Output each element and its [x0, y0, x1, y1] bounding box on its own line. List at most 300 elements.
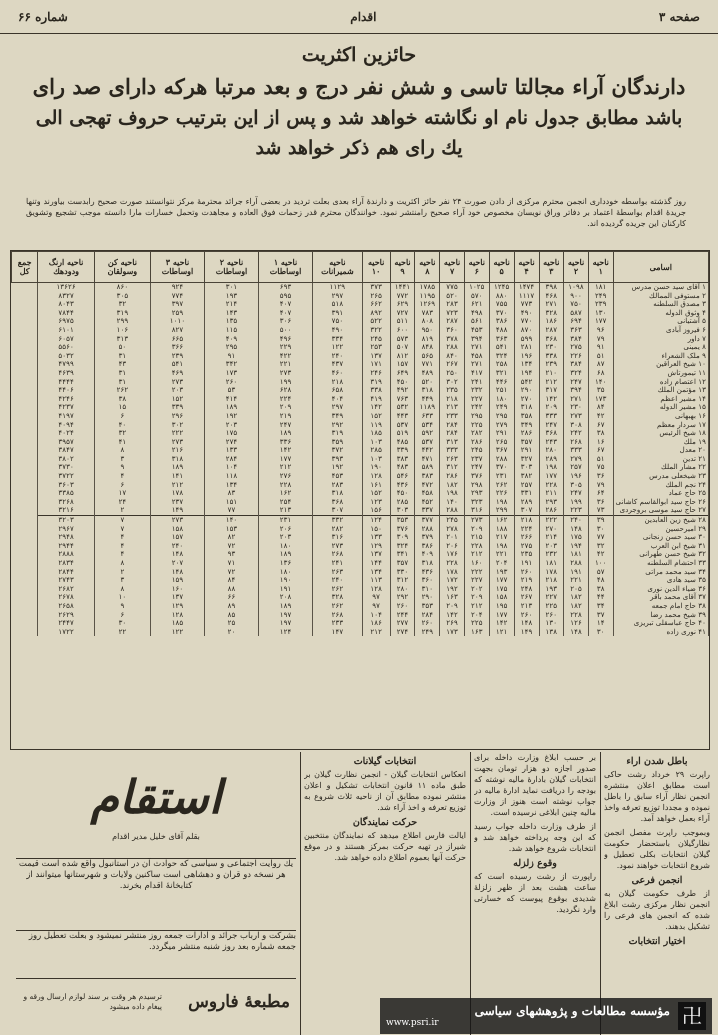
headline-block	[8, 36, 710, 194]
district-votes: ۳۵۷	[390, 559, 415, 568]
district-votes: ۳۰۲	[440, 378, 465, 387]
district-votes: ۸۳	[205, 489, 259, 498]
candidate-name: ۱۴ مشیر اعظم	[613, 395, 708, 404]
district-votes: ۳۰۵	[564, 481, 589, 490]
district-votes: ۲۳۳	[440, 412, 465, 421]
district-votes: ۴۰۷	[259, 309, 313, 318]
column-text: راپورت از رشت رسیده است که ساعت هشت بعد از ظهر زلزلهٔ شدیدی بوقوع پیوست که خسارتی وارد نگردید.	[474, 872, 596, 914]
column-text: راپرت ۲۹ خرداد رشت حاکی است مطابق اعلان منتشره انجمن نظار آراء سابق را باطل نموده و مجددا توزیع تعرفه واخذ آراء بعمل خواهد آمد.	[604, 770, 710, 823]
district-votes: ۲۲۵	[539, 602, 564, 611]
district-votes: ۱۸۰	[489, 395, 514, 404]
district-votes: ۳۰۶	[259, 317, 313, 326]
district-votes: ۳۹۷	[150, 300, 204, 309]
district-votes: ۴۴۶	[489, 378, 514, 387]
district-votes: ۲۲۷	[464, 576, 489, 585]
district-votes: ۲۸۶	[440, 472, 465, 481]
district-votes: ۲۸۹	[539, 455, 564, 464]
total-votes: ۳۸۴۷	[38, 446, 95, 455]
district-votes: ۱۴۰	[205, 516, 259, 525]
district-votes: ۱۱۵	[205, 326, 259, 335]
district-votes: ۷۸۳	[415, 309, 440, 318]
total-votes: ۳۸۰۲	[38, 455, 95, 464]
district-votes: ۳۰۱	[205, 283, 259, 292]
district-votes: ۲۳۰	[539, 343, 564, 352]
district-votes: ۳۳۰	[390, 568, 415, 577]
district-votes: ۳۱	[94, 369, 150, 378]
district-votes: ۲۰۴	[489, 559, 514, 568]
district-votes: ۲۳۵	[514, 550, 539, 559]
district-votes: ۵۰۰	[259, 326, 313, 335]
district-votes: ۲۶۷	[440, 360, 465, 369]
total-votes: ۶۱۰۱	[38, 326, 95, 335]
district-votes: ۴	[94, 533, 150, 542]
column-rule	[600, 752, 601, 1035]
district-votes: ۱۹۰	[259, 576, 313, 585]
district-votes: ۲۹۱	[489, 429, 514, 438]
district-votes: ۵۲۰	[415, 378, 440, 387]
district-votes: ۶	[94, 481, 150, 490]
district-votes: ۱۲۸	[362, 585, 390, 594]
district-votes: ۳۷۶	[464, 472, 489, 481]
district-votes: ۳۱۸	[150, 455, 204, 464]
district-votes: ۲۵۴	[259, 498, 313, 507]
candidate-name: ۲۹ امیرحسین	[613, 525, 708, 534]
district-votes: ۲۳۲	[539, 550, 564, 559]
district-votes: ۲۹۲	[390, 593, 415, 602]
table-row	[12, 628, 709, 637]
district-votes: ۳۷۷	[415, 516, 440, 525]
institute-emblem-icon: 卍	[678, 1002, 706, 1030]
candidate-name: ۶ فیروز آبادی	[613, 326, 708, 335]
district-votes: ۱۳۵	[205, 317, 259, 326]
column-heading: انجمن فرعی	[631, 875, 683, 886]
district-votes: ۱۵۸	[150, 525, 204, 534]
district-votes: ۲۲۵	[464, 421, 489, 430]
district-votes: ۲۴۷	[464, 463, 489, 472]
district-votes: ۲۷۳	[150, 438, 204, 447]
district-votes: ۲۴۰	[150, 542, 204, 551]
district-votes: ۱۵	[94, 403, 150, 412]
district-votes: ۲۳۹	[539, 360, 564, 369]
news-column-1	[604, 752, 710, 1035]
district-votes: ۱۳۳	[362, 533, 390, 542]
district-votes: ۲۹۵	[205, 343, 259, 352]
district-votes: ۴۰۹	[415, 550, 440, 559]
district-votes: ۱۱۹۵	[415, 292, 440, 301]
district-votes: ۳۵۷	[514, 438, 539, 447]
district-votes: ۲۸۸	[564, 559, 589, 568]
district-votes: ۴۵۸	[415, 489, 440, 498]
district-votes: ۳۶۰	[415, 576, 440, 585]
district-votes: ۳۶۷	[489, 446, 514, 455]
district-votes: ۱۹۹	[564, 498, 589, 507]
district-votes: ۱۵۰	[362, 525, 390, 534]
district-votes: ۱۸۹	[259, 429, 313, 438]
total-votes: ۲۹۴۴	[38, 542, 95, 551]
district-votes: ۸۹۲	[362, 309, 390, 318]
district-votes: ۲۱۲	[464, 602, 489, 611]
district-votes: ۴۱۴	[205, 395, 259, 404]
district-votes: ۱۲۸	[362, 472, 390, 481]
district-votes: ۲۴۷	[539, 421, 564, 430]
district-votes: ۱۱۸۹	[415, 403, 440, 412]
district-votes: ۲۲۸	[259, 481, 313, 490]
candidate-name: ۱۹ ملك	[613, 438, 708, 447]
district-votes: ۲۲۴	[514, 525, 539, 534]
district-votes: ۸۹	[205, 602, 259, 611]
district-votes: ۱۰۹۸	[564, 283, 589, 292]
district-votes: ۲۰۶	[259, 525, 313, 534]
district-votes: ۱۸۱	[539, 559, 564, 568]
column-text: بر حسب ابلاغ وزارت داخله برای صدور اجازه دو هزار تومان بجهت انتخابات گیلان بادارهٔ مالیه نوشته که بودجه را دریافت نماید ادارهٔ مالیه در جواب نوشته است هنوز از وزارت مالیه چنین ابلاغی نرسیده است.	[474, 753, 596, 817]
district-votes: ۳۰	[94, 619, 150, 628]
district-votes: ۳۲۱	[489, 369, 514, 378]
total-votes: ۵۰۳۲	[38, 352, 95, 361]
district-votes: ۸۰۸	[415, 317, 440, 326]
district-votes: ۳۳۶	[259, 438, 313, 447]
district-votes: ۲۴۷	[259, 421, 313, 430]
district-votes: ۲۶۸	[313, 611, 363, 620]
district-votes: ۳۷۹	[415, 533, 440, 542]
district-votes: ۲۶۵	[489, 438, 514, 447]
district-votes: ۸۷	[588, 360, 613, 369]
district-votes: ۲۸۳	[440, 300, 465, 309]
district-votes: ۱۵۱	[205, 498, 259, 507]
novel-advert	[16, 762, 296, 858]
district-votes: ۱۲۱	[489, 628, 514, 637]
district-votes: ۱۳۸	[539, 628, 564, 637]
district-votes: ۳۵	[588, 386, 613, 395]
district-votes: ۲۸۲	[464, 429, 489, 438]
district-votes: ۲۷۷	[390, 619, 415, 628]
district-votes: ۱۵۷	[150, 533, 204, 542]
district-votes: ۲۶۰	[514, 568, 539, 577]
district-votes: ۵۳۴	[415, 421, 440, 430]
district-votes: ۳۱۲	[390, 576, 415, 585]
district-votes: ۲۶۳	[313, 568, 363, 577]
district-votes: ۳۰	[588, 628, 613, 637]
table-body	[12, 283, 709, 637]
district-votes: ۱۹۶	[564, 472, 589, 481]
district-votes: ۶۲۱	[464, 300, 489, 309]
district-votes: ۱۵۲	[150, 395, 204, 404]
district-votes: ۲۴۹	[415, 628, 440, 637]
district-votes: ۴	[94, 472, 150, 481]
district-votes: ۳۰	[588, 525, 613, 534]
results-table	[11, 251, 709, 636]
column-text: انعکاس انتخابات گیلان - انجمن نظارت گیلان بر طبق ماده ۱۱ قانون انتخابات تشکیل و اعلان منتشر نموده مطابق آن از ناحیه ثلاث شروع به توزیع تعرفه و اخذ آراء شد.	[304, 770, 466, 812]
district-votes: ۳۱	[94, 352, 150, 361]
total-votes: ۱۳۶۲۶	[38, 283, 95, 292]
district-votes: ۲۴۰	[313, 352, 363, 361]
district-votes: ۲۷۳	[259, 369, 313, 378]
district-votes: ۲۷۶	[259, 472, 313, 481]
district-votes: ۴۴۳	[390, 412, 415, 421]
district-votes: ۲۷۸	[440, 525, 465, 534]
district-votes: ۱۹۲	[205, 412, 259, 421]
district-votes: ۳۲۴	[390, 542, 415, 551]
district-votes: ۱۴۸	[564, 525, 589, 534]
district-votes: ۳۳۳	[539, 412, 564, 421]
column-text: ایالت فارس اطلاع میدهد که نمایندگان منتخبین شیراز در تهیه حرکت بمرکز هستند و در موقع حرکت آنها بعموم اطلاع داده خواهد شد.	[304, 831, 466, 862]
district-votes: ۱۴۳	[205, 309, 259, 318]
district-votes: ۸۴۰	[440, 352, 465, 361]
district-votes: ۲۵۳	[362, 343, 390, 352]
district-votes: ۲۴۷	[564, 378, 589, 387]
district-votes: ۲۱۰	[539, 369, 564, 378]
district-votes: ۱۲۹	[150, 602, 204, 611]
district-votes: ۱۴۰	[440, 498, 465, 507]
district-votes: ۸۸	[205, 585, 259, 594]
district-votes: ۲۰۹	[440, 602, 465, 611]
district-votes: ۲۴۸	[514, 585, 539, 594]
district-votes: ۳۸۳	[415, 472, 440, 481]
total-votes: ۳۲۱۶	[38, 506, 95, 515]
total-votes: ۳۶۰۳	[38, 481, 95, 490]
district-votes: ۹۱	[205, 352, 259, 361]
total-votes: ۲۷۴۳	[38, 576, 95, 585]
district-votes: ۲۱۳	[259, 506, 313, 515]
district-votes: ۱۴۲	[440, 611, 465, 620]
total-votes: ۲۶۲۹	[38, 611, 95, 620]
district-votes: ۴۰۴	[313, 395, 363, 404]
district-votes: ۷۷	[588, 533, 613, 542]
district-votes: ۴۸	[588, 576, 613, 585]
column-text: وبموجب راپرت مفصل انجمن نظارگیلان باستحضار حکومت گیلان انتخابات بکلی تعطیل و شروع انتخابات خواهند نمود.	[604, 828, 710, 870]
district-votes: ۱۵۸	[489, 593, 514, 602]
district-votes: ۱۲۶	[564, 619, 589, 628]
district-votes: ۲۰۹	[464, 525, 489, 534]
district-votes: ۱۲۴۵	[489, 283, 514, 292]
district-votes: ۶۴۹	[390, 369, 415, 378]
district-votes: ۱۷۸	[539, 568, 564, 577]
district-votes: ۳۶۳	[489, 335, 514, 344]
district-votes: ۲۵۰	[440, 369, 465, 378]
district-votes: ۴۷۱	[415, 455, 440, 464]
total-votes: ۳۲۶۸	[38, 498, 95, 507]
candidate-name: ۱۰ شیخ العراقین	[613, 360, 708, 369]
press-name: مطبعهٔ فاروس	[188, 991, 290, 1012]
district-votes: ۲۲۱	[564, 576, 589, 585]
district-votes: ۱۴۴۱	[390, 283, 415, 292]
column-header: ناحیه ۲	[564, 252, 589, 283]
district-votes: ۲۹۷	[313, 403, 363, 412]
district-votes: ۲۷۱	[564, 395, 589, 404]
district-votes: ۳۷۲	[313, 446, 363, 455]
district-votes: ۲۷۹	[489, 421, 514, 430]
district-votes: ۵۴۱	[150, 360, 204, 369]
district-votes: ۲۲۶	[564, 352, 589, 361]
election-results-table	[10, 250, 710, 750]
district-votes: ۱۴۹	[150, 506, 204, 515]
district-votes: ۲۳۷	[150, 498, 204, 507]
newspaper-title: اقدام	[350, 9, 377, 24]
district-votes: ۶۸	[588, 369, 613, 378]
candidate-name: ۳۳ احتشام السلطنه	[613, 559, 708, 568]
column-heading: باطل شدن اراء	[626, 756, 688, 767]
total-votes: ۲۶۸۲	[38, 585, 95, 594]
district-votes: ۴۰۷	[259, 300, 313, 309]
district-votes: ۳۱۶	[313, 533, 363, 542]
district-votes: ۱۶۰	[150, 585, 204, 594]
district-votes: ۷۲	[205, 542, 259, 551]
district-votes: ۹۶	[588, 326, 613, 335]
total-votes: ۲۶۷۸	[38, 593, 95, 602]
district-votes: ۲۲۴	[259, 395, 313, 404]
candidate-name: ۵ آشتیانی	[613, 317, 708, 326]
district-votes: ۱۹۱	[514, 559, 539, 568]
district-votes: ۱۷۲	[440, 576, 465, 585]
district-votes: ۱۹۸	[440, 489, 465, 498]
district-votes: ۲۴۰	[313, 576, 363, 585]
district-votes: ۳۸۶	[489, 317, 514, 326]
district-votes: ۲۶۸	[564, 438, 589, 447]
district-votes: ۱۲۲	[313, 343, 363, 352]
district-votes: ۷۳	[588, 506, 613, 515]
district-votes: ۳۸۲	[514, 472, 539, 481]
district-votes: ۸۵	[205, 611, 259, 620]
candidate-name: ۲۱ تدین	[613, 455, 708, 464]
district-votes: ۲۹۰	[514, 386, 539, 395]
district-votes: ۲۴۹	[588, 292, 613, 301]
district-votes: ۲۷۳	[150, 378, 204, 387]
district-votes: ۲۴۱	[464, 378, 489, 387]
district-votes: ۱۹۴	[514, 369, 539, 378]
district-votes: ۲۷۱	[464, 360, 489, 369]
district-votes: ۳۲۴	[564, 369, 589, 378]
district-votes: ۲۴	[94, 498, 150, 507]
district-votes: ۲۷۴	[390, 628, 415, 637]
district-votes: ۶۶۲	[362, 300, 390, 309]
district-votes: ۲۲۷	[464, 395, 489, 404]
district-votes: ۳۲۸	[313, 593, 363, 602]
district-votes: ۳۱۸	[313, 489, 363, 498]
candidate-name: ۳۹ شیخ محمد رضا	[613, 611, 708, 620]
district-votes: ۱۵۳	[205, 525, 259, 534]
column-text: از طرف وزارت داخله جواب رسید که این وجه پرداخته خواهد شد و انتخابات شروع خواهد شد.	[474, 822, 596, 853]
district-votes: ۲۸۲	[313, 525, 363, 534]
district-votes: ۲۷۳	[564, 412, 589, 421]
district-votes: ۳۶۶	[150, 343, 204, 352]
total-votes: ۲۶۵۸	[38, 602, 95, 611]
district-votes: ۲۴۲	[564, 429, 589, 438]
district-votes: ۱۷۷	[539, 472, 564, 481]
district-votes: ۳۲	[94, 300, 150, 309]
district-votes: ۵۴۶	[390, 472, 415, 481]
district-votes: ۱۶۲	[259, 489, 313, 498]
column-heading: انتخابات گیلانات	[353, 756, 417, 767]
district-votes: ۳۰۳	[514, 463, 539, 472]
district-votes: ۳۸۴	[564, 360, 589, 369]
district-votes: ۴۱۷	[464, 369, 489, 378]
candidate-name: ۳۱ شیخ ابن العرب	[613, 542, 708, 551]
candidate-name: ۳ مصدق السلطنه	[613, 300, 708, 309]
district-votes: ۲۹۲	[313, 421, 363, 430]
district-votes: ۳۸۳	[390, 455, 415, 464]
district-votes: ۲۶۹	[440, 619, 465, 628]
district-votes: ۲۶۰	[539, 611, 564, 620]
district-votes: ۶۷	[588, 421, 613, 430]
district-votes: ۱۳۴	[514, 360, 539, 369]
district-votes: ۲۰۲	[464, 585, 489, 594]
district-votes: ۱۳۰	[539, 619, 564, 628]
press-note: ترسیدم هر وقت بر سند لوازم ارسال ورقه و پیغام داده میشود	[23, 991, 162, 1011]
district-votes: ۲۵۸	[489, 360, 514, 369]
district-votes: ۱۷۵	[564, 533, 589, 542]
district-votes: ۶۶۵	[150, 335, 204, 344]
total-votes: ۴۴۴۴	[38, 378, 95, 387]
district-votes: ۳۹۱	[313, 309, 363, 318]
district-votes: ۷۷۴	[150, 292, 204, 301]
total-votes: ۴۶۳۹	[38, 369, 95, 378]
district-votes: ۳	[94, 576, 150, 585]
district-votes: ۲۸۹	[514, 498, 539, 507]
district-votes: ۱۳۴	[362, 568, 390, 577]
district-votes: ۵۹۹	[514, 335, 539, 344]
district-votes: ۵۸۹	[415, 463, 440, 472]
district-votes: ۳۰۵	[94, 292, 150, 301]
total-votes: ۲۸۴۴	[38, 568, 95, 577]
district-votes: ۶۲۸	[259, 386, 313, 395]
district-votes: ۲۰۹	[539, 403, 564, 412]
district-votes: ۲۵۷	[564, 463, 589, 472]
district-votes: ۱۷۶	[440, 550, 465, 559]
district-votes: ۷۵۵	[489, 300, 514, 309]
district-votes: ۱۹۱	[564, 568, 589, 577]
district-votes: ۲۳۱	[259, 516, 313, 525]
district-votes: ۳۵۳	[415, 602, 440, 611]
candidate-name: ۱۸ شیخ الرئیس	[613, 429, 708, 438]
district-votes: ۳۹۴	[564, 386, 589, 395]
issue-number: شماره ۶۶	[18, 9, 68, 24]
candidate-name: ۱۲ اعتصام زاده	[613, 378, 708, 387]
district-votes: ۲۳۳	[313, 619, 363, 628]
district-votes: ۷۵۰	[313, 317, 363, 326]
district-votes: ۲۲	[94, 628, 150, 637]
district-votes: ۸۴۸	[415, 343, 440, 352]
total-votes: ۸۰۴۳	[38, 300, 95, 309]
district-votes: ۱۰۳	[362, 455, 390, 464]
district-votes: ۸۶۰	[94, 283, 150, 292]
district-votes: ۵۷۰	[464, 292, 489, 301]
district-votes: ۳۰۹	[390, 533, 415, 542]
district-votes: ۱۷۵	[489, 585, 514, 594]
district-votes: ۳۶	[588, 472, 613, 481]
district-votes: ۲۷۵	[564, 343, 589, 352]
total-votes: ۴۲۳۷	[38, 403, 95, 412]
district-votes: ۱۹۹	[259, 378, 313, 387]
district-votes: ۲۱۳	[514, 602, 539, 611]
district-votes: ۱۶۱	[362, 481, 390, 490]
district-votes: ۳۱۳	[440, 438, 465, 447]
column-header: ناحیه ۱	[588, 252, 613, 283]
district-votes: ۱۹۸	[489, 542, 514, 551]
district-votes: ۴۳۶	[415, 568, 440, 577]
district-votes: ۲۴۷	[564, 489, 589, 498]
total-votes: ۶۰۵۷	[38, 335, 95, 344]
district-votes: ۱۷۱	[362, 360, 390, 369]
district-votes: ۳۱۰	[415, 585, 440, 594]
district-votes: ۴	[94, 542, 150, 551]
district-votes: ۱۸۱	[564, 550, 589, 559]
district-votes: ۵۳۷	[390, 421, 415, 430]
total-votes: ۲۹۶۷	[38, 525, 95, 534]
district-votes: ۶	[94, 611, 150, 620]
district-votes: ۱۹۲	[313, 463, 363, 472]
district-votes: ۱۰۶	[94, 326, 150, 335]
district-votes: ۴۹۰	[514, 309, 539, 318]
district-votes: ۳۸	[94, 395, 150, 404]
